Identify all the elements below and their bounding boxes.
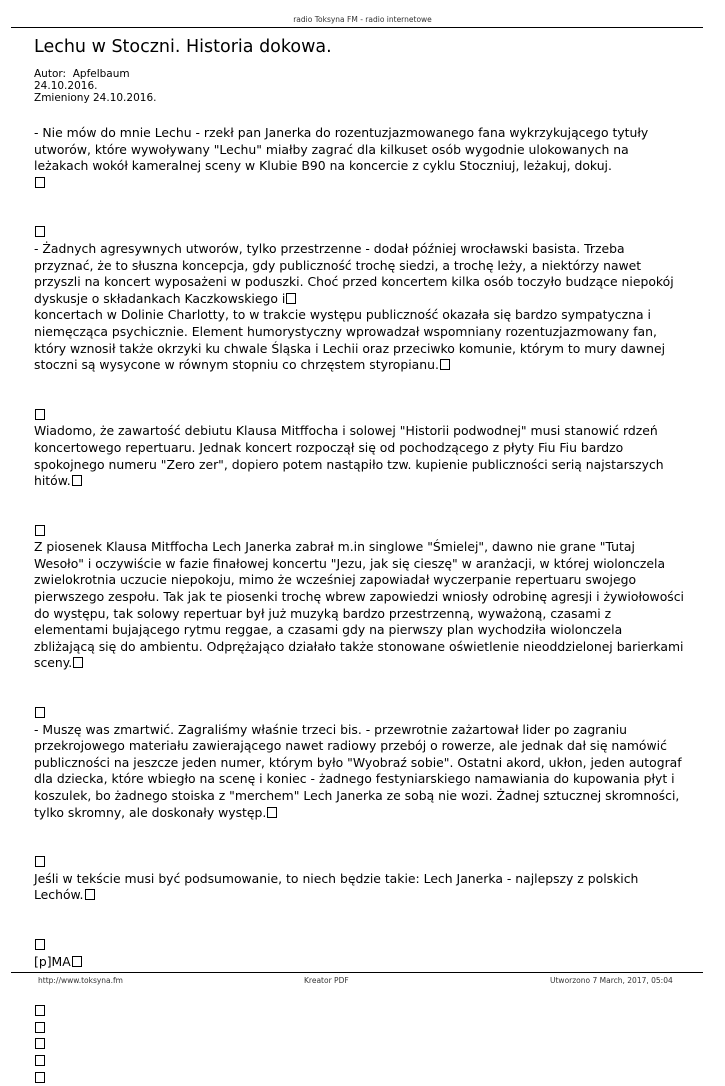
missing-glyph-box: [35, 226, 45, 237]
paragraph-2-continued: koncertach w Dolinie Charlotty, to w trakcie występu publiczność okazała się bardzo sympatyczna i niemęcząca psychicznie. Element humorystyczny wprowadzał wspomniany rozentuzjazmowany fan, który wznosił także okrzyki ku chwale Śląska i Lechii oraz przeciwko komunie, którym to mury dawnej stoczni są wysycone w równym stopniu co chrzęstem styropianu.: [34, 307, 666, 373]
date-line: 24.10.2016.: [34, 80, 98, 92]
paragraph-1: - Nie mów do mnie Lechu - rzekł pan Janerka do rozentuzjazmowanego fana wykrzykującego tytuły utworów, które wywoływany "Lechu" miałby zagrać dla kilkuset osób wygodnie ulokowanych na leżakach wokół kameralnej sceny w Klubie B90 na koncercie z cyklu Stoczniuj, leżakuj, dokuj.: [34, 125, 649, 174]
article-body: [34, 125, 684, 1086]
paragraph-6: Jeśli w tekście musi być podsumowanie, to niech będzie takie: Lech Janerka - najlepszy z polskich Lechów.: [34, 870, 639, 903]
article-meta: [34, 68, 156, 104]
paragraph-2: - Żadnych agresywnych utworów, tylko przestrzenne - dodał później wrocławski basista. Trzeba przyznać, że to słuszna koncepcja, gdy publiczność trochę siedzi, a trochę leży, a niektórzy nawet przyszli na koncert wyposażeni w poduszki. Choć przed koncertem kilka osób toczyło budzące niepokój dyskusje o składankach Kaczkowskiego i: [34, 240, 674, 306]
modified-line: Zmieniony 24.10.2016.: [34, 92, 157, 104]
footer-generator: Kreator PDF: [304, 976, 349, 985]
paragraph-3: Wiadomo, że zawartość debiutu Klausa Mitffocha i solowej "Historii podwodnej" musi stanowić rdzeń koncertowego repertuaru. Jednak koncert rozpoczął się od pochodzącego z płyty Fiu Fiu bardzo spokojnego numeru "Zero zer", dopiero potem nastąpiło tzw. kupienie publiczności serią najstarszych hitów.: [34, 423, 664, 489]
missing-glyph-box: [267, 807, 277, 818]
missing-glyph-box: [35, 1005, 45, 1016]
footer-created: Utworzono 7 March, 2017, 05:04: [550, 976, 673, 985]
missing-glyph-box: [35, 1072, 45, 1083]
missing-glyph-box: [286, 293, 296, 304]
missing-glyph-box: [440, 359, 450, 370]
missing-glyph-box: [35, 177, 45, 188]
paragraph-4: Z piosenek Klausa Mitffocha Lech Janerka zabrał m.in singlowe "Śmielej", dawno nie grane "Tutaj Wesoło" i oczywiście w fazie finałowej koncertu "Jezu, jak się cieszę" w aranżacji, w której wiolonczela zwielokrotnia uczucie niepokoju, mimo że wcześniej zapowiadał wyczerpanie repertuaru swojego pierwszego zespołu. Tak jak te piosenki trochę wbrew zapowiedzi wniosły odrobinę agresji i żywiołowości do występu, tak solowy repertuar był już muzyką bardzo przestrzenną, wyważoną, czasami z elementami bujającego rytmu reggae, a czasami gdy na pierwszy plan wychodziła wiolonczela zbliżającą się do ambientu. Odprężająco działało także stonowane oświetlenie nieoddzielonej barierkami sceny.: [34, 539, 684, 671]
missing-glyph-box: [35, 707, 45, 718]
missing-glyph-box: [35, 939, 45, 950]
paragraph-5: - Muszę was zmartwić. Zagraliśmy właśnie trzeci bis. - przewrotnie zażartował lider po zagraniu przekrojowego materiału zawierającego nawet radiowy przebój o rowerze, ale jednak dał się namówić publiczności na jeszcze jeden numer, którym było "Wyobraź sobie". Ostatni akord, ukłon, jeden autograf dla dziecka, które wbiegło na scenę i koniec - żadnego festyniarskiego namawiania do kupowania płyt i koszulek, bo żadnego stoiska z "merchem" Lech Janerka ze sobą nie wozi. Żadnej sztucznej skromności, tylko skromny, ale doskonały występ.: [34, 721, 682, 820]
missing-glyph-box: [35, 1022, 45, 1033]
missing-glyph-box: [35, 525, 45, 536]
footer-rule: [11, 972, 703, 973]
header-rule: [11, 27, 703, 28]
missing-glyph-box: [72, 956, 82, 967]
footer-url[interactable]: http://www.toksyna.fm: [38, 976, 123, 985]
article-title: Lechu w Stoczni. Historia dokowa.: [34, 37, 332, 57]
missing-glyph-box: [73, 657, 83, 668]
missing-glyph-box: [35, 1038, 45, 1049]
author-line: Autor: Apfelbaum: [34, 68, 130, 80]
missing-glyph-box: [85, 889, 95, 900]
missing-glyph-box: [35, 1055, 45, 1066]
page-header: radio Toksyna FM - radio internetowe: [293, 15, 432, 24]
missing-glyph-box: [72, 475, 82, 486]
signature: [p]MA: [34, 954, 684, 971]
missing-glyph-box: [35, 409, 45, 420]
missing-glyph-box: [35, 856, 45, 867]
